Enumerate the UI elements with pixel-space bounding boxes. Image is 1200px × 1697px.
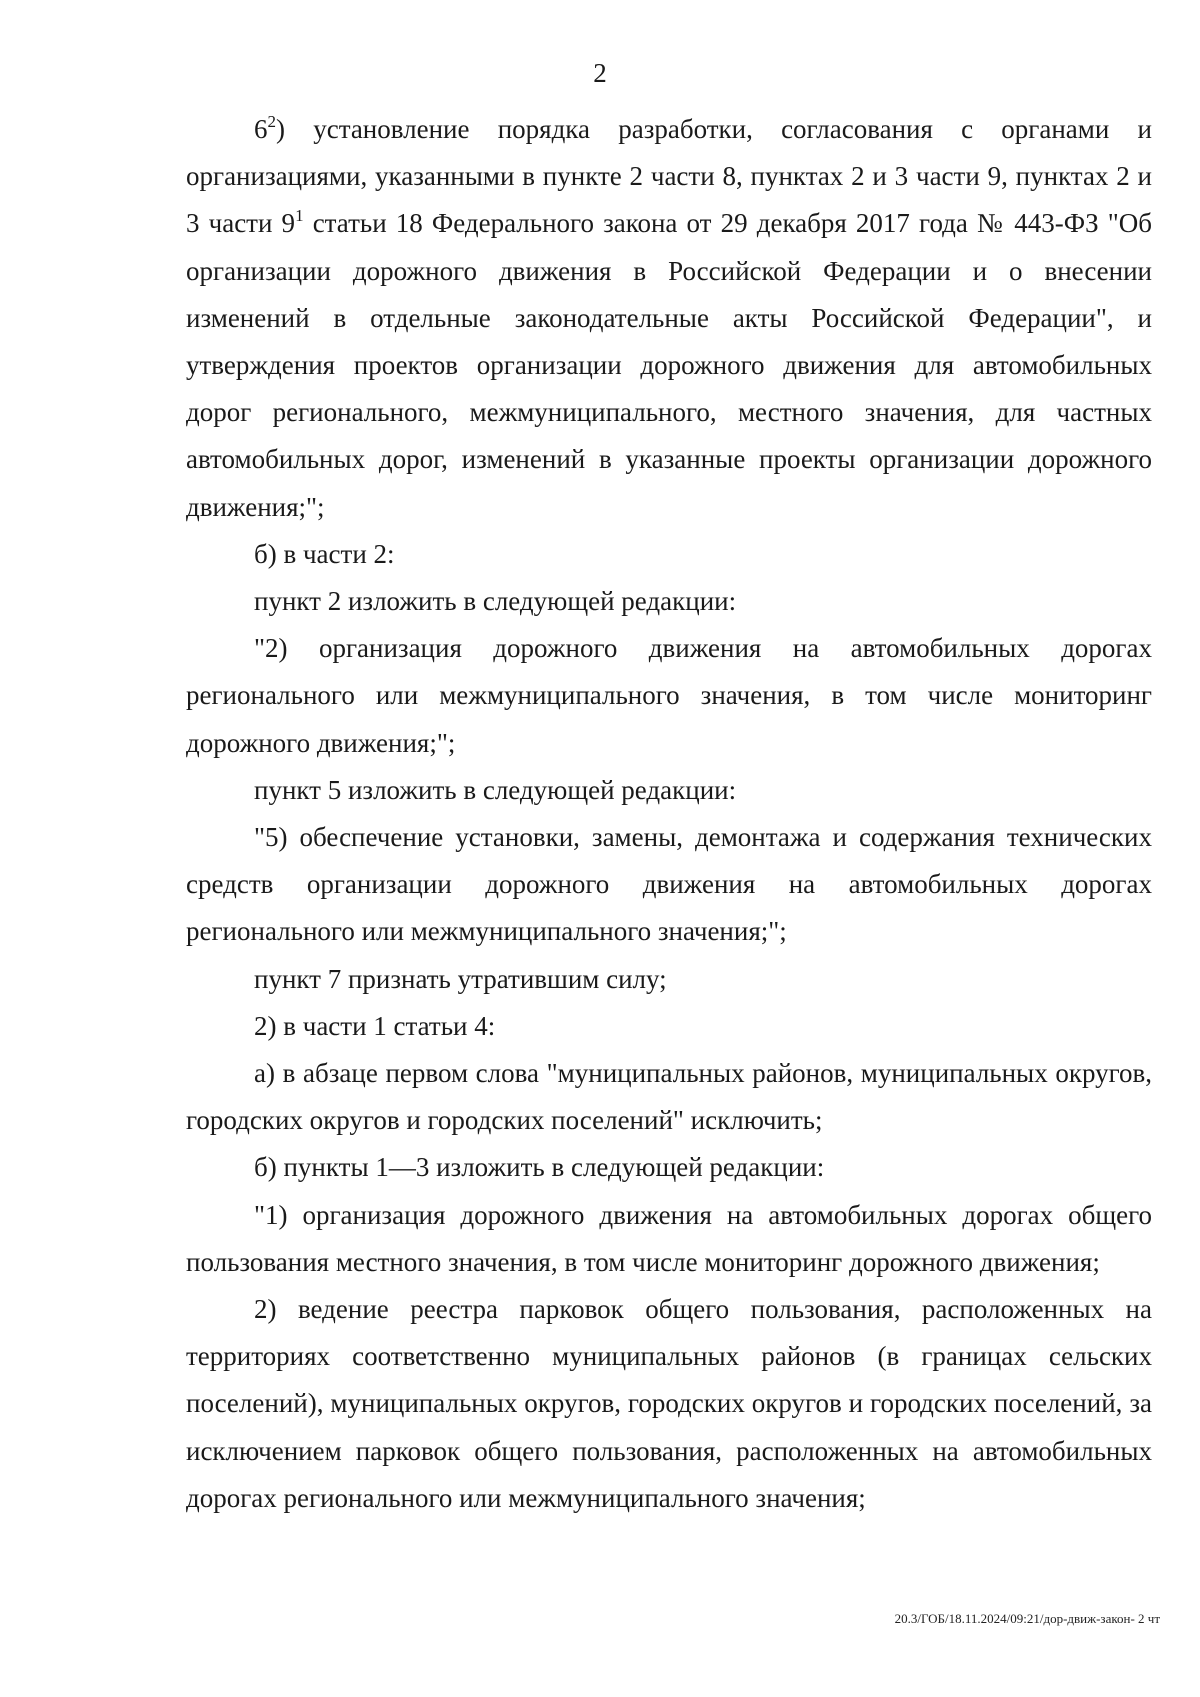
- paragraph-subitem-a: а) в абзаце первом слова "муниципальных районов, муниципальных округов, городских округов и городских поселений" исключить;: [186, 1058, 1152, 1136]
- part-superscript: 1: [295, 206, 304, 226]
- item-superscript: 2: [267, 112, 276, 131]
- document-footer-code: 20.3/ГОБ/18.11.2024/09:21/дор-движ-закон- 2 чт: [894, 1611, 1160, 1626]
- paragraph-new-point-1: "1) организация дорожного движения на автомобильных дорогах общего пользования местного значения, в том числе мониторинг дорожного движения;: [186, 1199, 1152, 1277]
- paragraph-item-6-2: [186, 106, 1152, 531]
- paragraph-point-5-text: "5) обеспечение установки, замены, демонтажа и содержания технических средств организации дорожного движения на автомобильных дорогах регионального или межмуниципального значения;";: [186, 822, 1152, 947]
- document-body: [186, 106, 1152, 1522]
- paragraph-new-point-2: 2) ведение реестра парковок общего пользования, расположенных на территориях соответственно муниципальных районов (в границах сельских поселений), муниципальных округов, городских округов и городских поселений, за исключением парковок общего пользования, расположенных на автомобильных дорогах регионального или межмуниципального значения;: [186, 1294, 1152, 1513]
- paragraph-point-7: пункт 7 признать утратившим силу;: [254, 963, 667, 994]
- paragraph-article-4: 2) в части 1 статьи 4:: [254, 1010, 496, 1041]
- paragraph-subitem-b: б) пункты 1—3 изложить в следующей редакции:: [254, 1152, 825, 1183]
- item-number: 6: [254, 114, 268, 144]
- paragraph-point-2-text: "2) организация дорожного движения на автомобильных дорогах регионального или межмуниципального значения, в том числе мониторинг дорожного движения;";: [186, 633, 1152, 758]
- page-number: 2: [593, 58, 607, 88]
- paragraph-text: ) установление порядка разработки, согласования с органами и организациями, указанными в пункте 2 части 8, пунктах 2 и 3 части 9, пунктах 2 и 3 части 9: [186, 114, 1152, 239]
- paragraph-point-2-intro: пункт 2 изложить в следующей редакции:: [254, 586, 737, 617]
- paragraph-point-5-intro: пункт 5 изложить в следующей редакции:: [254, 774, 737, 805]
- paragraph-part-2: б) в части 2:: [254, 538, 395, 569]
- paragraph-text-continued: статьи 18 Федерального закона от 29 декабря 2017 года № 443-ФЗ "Об организации дорожного движения в Российской Федерации и о внесении изменений в отдельные законодательные акты Российской Федерации", и утверждения проектов организации дорожного движения для автомобильных дорог регионального, межмуниципального, местного значения, для частных автомобильных дорог, изменений в указанные проекты организации дорожного движения;";: [186, 208, 1153, 522]
